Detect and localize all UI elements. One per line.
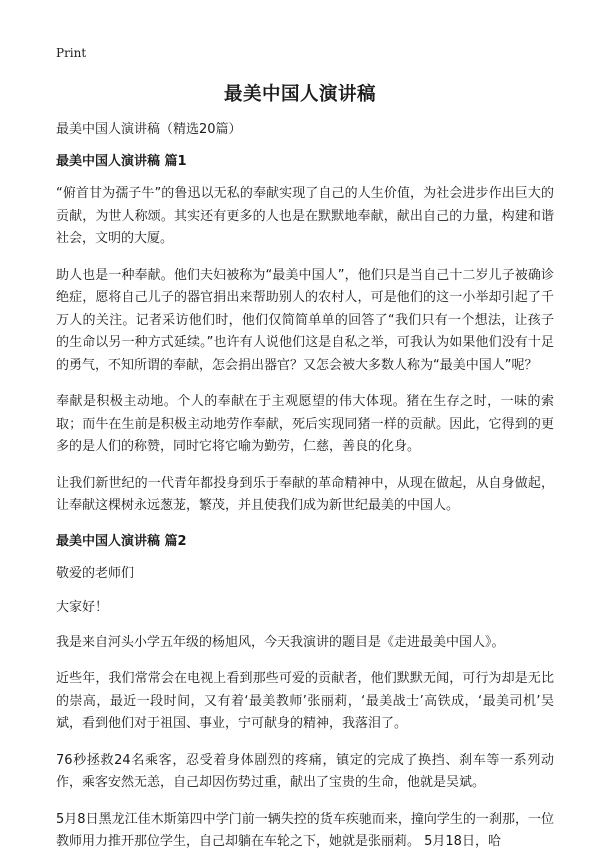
- paragraph: 我是来自河头小学五年级的杨旭风，今天我演讲的题目是《走进最美中国人》。: [56, 634, 505, 650]
- article-subtitle: 最美中国人演讲稿（精选20篇）: [56, 122, 242, 137]
- salutation: 敬爱的老师们: [56, 565, 135, 581]
- article-body: [56, 120, 554, 868]
- paragraph: 助人也是一种奉献。他们夫妇被称为“最美中国人”，他们只是当自己十二岁儿子被确诊绝症，愿将自己儿子的器官捐出来帮助别人的农村人，可是他们的这一小举却引起了千万人的关注。记者采访他们时，他们仅简简单单的回答了“我们只有一个想法，让孩子的生命以另一种方式延续。”也许有人说他们这是自私之举，可我认为如果他们没有十足的勇气，不知所谓的奉献，怎会捐出器官？又怎会被大多数人称为“最美中国人”呢？: [56, 267, 554, 373]
- section-heading-2: 最美中国人演讲稿 篇2: [56, 533, 187, 549]
- paragraph: “俯首甘为孺子牛”的鲁迅以无私的奉献实现了自己的人生价值，为社会进步作出巨大的贡献，为世人称颂。其实还有更多的人也是在默默地奉献，献出自己的力量，构建和谐社会，文明的大厦。: [56, 186, 554, 246]
- paragraph: 让我们新世纪的一代青年都投身到乐于奉献的革命精神中，从现在做起，从自身做起，让奉献这棵树永远葱茏，繁茂，并且使我们成为新世纪最美的中国人。: [56, 475, 554, 513]
- paragraph: 近些年，我们常常会在电视上看到那些可爱的贡献者，他们默默无闻，可行为却是无比的崇高，最近一段时间，又有着‘最美教师’张丽莉，‘最美战士’高铁成，‘最美司机’吴斌，看到他们对于祖国、事业，宁可献身的精神，我落泪了。: [56, 671, 554, 731]
- greeting: 大家好！: [56, 600, 109, 615]
- paragraph: 5月8日黑龙江佳木斯第四中学门前一辆失控的货车疾驰而来，撞向学生的一刹那，一位教师用力推开那位学生，自己却躺在车轮之下，她就是张丽莉。 5月18日，哈: [56, 811, 554, 849]
- paragraph: 76秒拯救24名乘客，忍受着身体剧烈的疼痛，镇定的完成了换挡、刹车等一系列动作，乘客安然无恙，自己却因伤势过重，献出了宝贵的生命，他就是吴斌。: [56, 752, 554, 790]
- page-title: 最美中国人演讲稿: [223, 84, 376, 105]
- print-link[interactable]: Print: [56, 46, 87, 60]
- section-heading-1: 最美中国人演讲稿 篇1: [56, 154, 187, 169]
- paragraph: 奉献是积极主动地。个人的奉献在于主观愿望的伟大体现。猪在生存之时，一味的索取；而牛在生前是积极主动地劳作奉献，死后实现同猪一样的贡献。因此，它得到的更多的是人们的称赞，同时它将它喻为勤劳，仁慈，善良的化身。: [56, 394, 554, 454]
